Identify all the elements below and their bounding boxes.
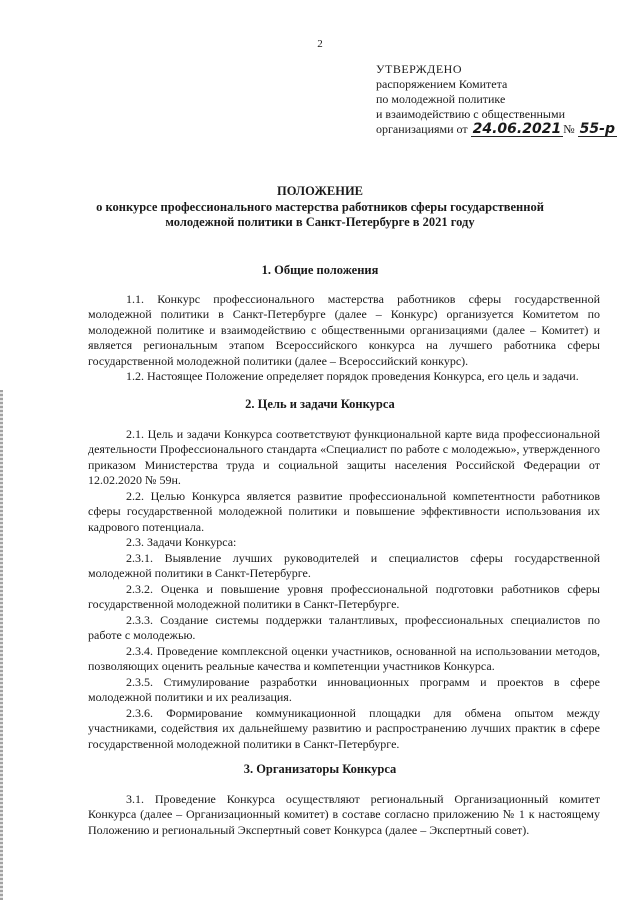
- section-heading: 2. Цель и задачи Конкурса: [245, 397, 395, 411]
- paragraph: 2.3.2. Оценка и повышение уровня профессиональной подготовки работников сферы государственной молодежной политики в Санкт-Петербурге.: [88, 582, 600, 612]
- page-number: 2: [317, 38, 323, 50]
- approval-line: и взаимодействию с общественными: [376, 107, 566, 121]
- handwritten-date: 24.06.2021: [472, 121, 562, 137]
- approval-line: по молодежной политике: [376, 92, 506, 106]
- paragraph: 2.3.5. Стимулирование разработки инновационных программ и проектов в сфере молодежной политики и их реализация.: [88, 675, 600, 705]
- document-subtitle: о конкурсе профессионального мастерства работников сферы государственной: [96, 200, 544, 214]
- number-sign: №: [563, 122, 575, 136]
- paragraph: 2.3. Задачи Конкурса:: [126, 535, 237, 549]
- section-heading: 1. Общие положения: [261, 263, 379, 277]
- paragraph: 3.1. Проведение Конкурса осуществляют региональный Организационный комитет Конкурса (далее – Организационный комитет) в составе согласно приложению № 1 к настоящему Положению и региональный Экспертный совет Конкурса (далее – Экспертный совет).: [88, 792, 600, 837]
- handwritten-number: 55-р: [579, 121, 615, 137]
- approval-heading: УТВЕРЖДЕНО: [376, 62, 463, 76]
- paragraph: 1.2. Настоящее Положение определяет порядок проведения Конкурса, его цель и задачи.: [126, 369, 579, 383]
- section-heading: 3. Организаторы Конкурса: [243, 762, 397, 776]
- approval-date-line: [376, 122, 617, 137]
- paragraph: 2.3.1. Выявление лучших руководителей и специалистов сферы государственной молодежной политики в Санкт-Петербурге.: [88, 551, 600, 581]
- approval-date-prefix: организациями от: [376, 122, 468, 136]
- scan-edge-artifact: [0, 390, 3, 900]
- paragraph: 1.1. Конкурс профессионального мастерства работников сферы государственной молодежной политики в Санкт-Петербурге (далее – Конкурс) организуется Комитетом по молодежной политике и взаимодействию с общественными организациями (далее – Комитет) и является региональным этапом Всероссийского конкурса на лучшего работника сферы государственной молодежной политики (далее – Всероссийский конкурс).: [88, 292, 600, 368]
- paragraph: 2.3.3. Создание системы поддержки талантливых, профессиональных специалистов по работе с молодежью.: [88, 613, 600, 643]
- approval-line: распоряжением Комитета: [376, 77, 508, 91]
- approval-block: [376, 62, 617, 137]
- paragraph: 2.3.6. Формирование коммуникационной площадки для обмена опытом между участниками, содействия их дальнейшему развитию и распространению лучших практик в сфере государственной молодежной политики в Санкт-Петербурге.: [88, 706, 600, 751]
- paragraph: 2.1. Цель и задачи Конкурса соответствуют функциональной карте вида профессиональной деятельности Профессионального стандарта «Специалист по работе с молодежью», утвержденного приказом Министерства труда и социальной защиты населения Российской Федерации от 12.02.2020 № 59н.: [88, 427, 600, 488]
- document-title: ПОЛОЖЕНИЕ: [276, 184, 364, 198]
- paragraph: 2.3.4. Проведение комплексной оценки участников, основанной на использовании методов, позволяющих оценить реальные качества и компетенции участников Конкурса.: [88, 644, 600, 674]
- paragraph: 2.2. Целью Конкурса является развитие профессиональной компетентности работников сферы государственной молодежной политики и повышение эффективности использования их кадрового потенциала.: [88, 489, 600, 534]
- document-subtitle: молодежной политики в Санкт-Петербурге в 2021 году: [165, 215, 475, 229]
